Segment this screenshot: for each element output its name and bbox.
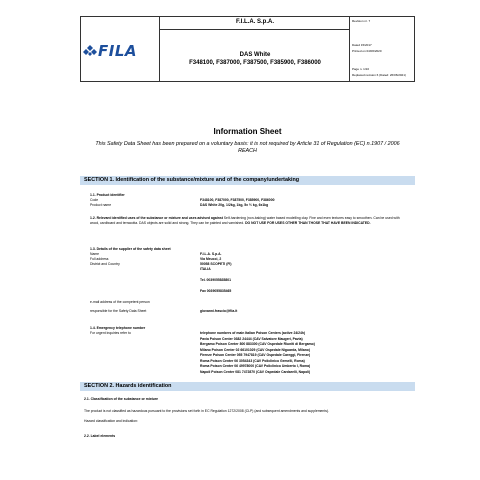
supplier-name-label: Name <box>90 252 100 256</box>
s12-text: Self-hardening (non-baking) water based modelling clay. Fine and even textures easy to smoothen. Can be used with wood, cardboard and terracotta. DAS objects are solid and strong. They can be painted and varnished. <box>90 216 400 225</box>
fila-logo <box>83 42 137 60</box>
address-label: Full address <box>90 257 109 261</box>
poison-center-1: Pavia Poison Center 0382 24444 (CAV Salvatore Maugeri, Pavia) <box>200 336 303 341</box>
poison-center-5: Roma Poison Center 06 3054343 (CAV Policlinico Gemelli, Roma) <box>200 358 305 363</box>
page-number: Page n. 1/10 <box>352 67 370 71</box>
country-value: ITALIA <box>200 267 211 271</box>
email-label: e-mail address of the competent person <box>90 300 150 304</box>
revision-number: Revision nr. 7 <box>352 19 371 23</box>
logo-cell <box>81 17 160 81</box>
telephone: Tel. 0039055835801 <box>200 278 232 282</box>
s13-title: 1.3. Details of the supplier of the safety data sheet <box>90 247 171 251</box>
s21-title: 2.1. Classification of the substance or mixture <box>84 397 159 401</box>
header-divider <box>160 29 350 30</box>
code-value: F348100, F387000, F387500, F385900, F386000 <box>200 198 275 202</box>
logo-text: FILA <box>98 42 137 60</box>
header-right <box>350 17 414 81</box>
printed-on: Printed on 04/06/2020 <box>352 49 382 53</box>
document-title: Information Sheet <box>213 127 282 136</box>
s11-title: 1.1. Product identifier <box>90 193 125 197</box>
header-middle <box>160 17 350 81</box>
supplier-name-value: F.I.L.A. S.p.A. <box>200 252 222 256</box>
s22-title: 2.2. Label elements <box>84 434 116 438</box>
product-name-value: DAS White 20g, 1/2kg, 1kg, 5x ½ kg, 6x1kg <box>200 203 269 207</box>
dated: Dated 15/2017 <box>352 43 372 47</box>
s12-title: 1.2. Relevant identified uses of the substance or mixture and uses advised against <box>90 216 223 220</box>
poison-center-3: Milano Poison Center 02 66101029 (CAV Ospedale Niguarda, Milano) <box>200 347 310 352</box>
poison-center-6: Roma Poison Center 06 49978000 (CAV Policlinico Umberto I, Roma) <box>200 364 311 368</box>
fax: Fax 0039055835465 <box>200 289 232 293</box>
header-table <box>80 16 415 82</box>
product-codes: F348100, F387000, F387500, F385900, F386000 <box>189 60 321 66</box>
s12-warning: DO NOT USE FOR USES OTHER THAN THOSE THAT HAVE BEEN INDICATED. <box>245 220 371 225</box>
s21-text-2: Hazard classification and indication: <box>84 419 138 423</box>
poison-center-0: telephone numbers of main Italian Poison Centers (active 24/24h) <box>200 331 306 335</box>
poison-center-2: Bergamo Poison Center 800 883300 (CAV Ospedale Riuniti di Bergamo) <box>200 342 315 346</box>
product-name-label: Product name <box>90 203 112 207</box>
urgent-label: For urgent inquiries refer to <box>90 331 131 335</box>
s14-title: 1.4. Emergency telephone number <box>90 326 146 330</box>
section2-heading: SECTION 2. Hazards identification <box>80 382 415 391</box>
poison-center-7: Napoli Poison Center 081 7472870 (CAV Ospedale Cardarelli, Napoli) <box>200 369 311 374</box>
section1-heading: SECTION 1. Identification of the substance/mixture and of the company/undertaking <box>80 176 415 185</box>
code-label: Code <box>90 198 99 202</box>
fila-diamond-icon <box>83 45 97 57</box>
company-name: F.I.L.A. S.p.A. <box>235 19 274 25</box>
district-value: 50058 SCOPETI (FI) <box>200 262 232 266</box>
district-label: District and Country <box>90 262 120 266</box>
email-label-2: responsible for the Safety Data Sheet <box>90 309 147 313</box>
document-subtitle: This Safety Data Sheet has been prepared on a voluntary basis: it is not required by Article 31 of Regulation (EC) n.1907 / 2006 REACH <box>95 141 400 154</box>
replaced-revision: Replaced revision 6 (Dated: 26/06/2021) <box>352 73 406 77</box>
s21-text: The product is not classified as hazardous pursuant to the provisions set forth in EC Regulation 1272/2008 (CLP) (and subsequent amendments and supplements). <box>84 409 330 413</box>
product-name: DAS White <box>239 52 271 58</box>
poison-center-4: Firenze Poison Center 055 7947819 (CAV Ospedale Careggi, Firenze) <box>200 353 311 357</box>
address-value: Via Meucci, 2 <box>200 257 222 261</box>
s12-block <box>90 216 408 225</box>
email-value: giovanni.frascio@fila.it <box>200 309 238 313</box>
